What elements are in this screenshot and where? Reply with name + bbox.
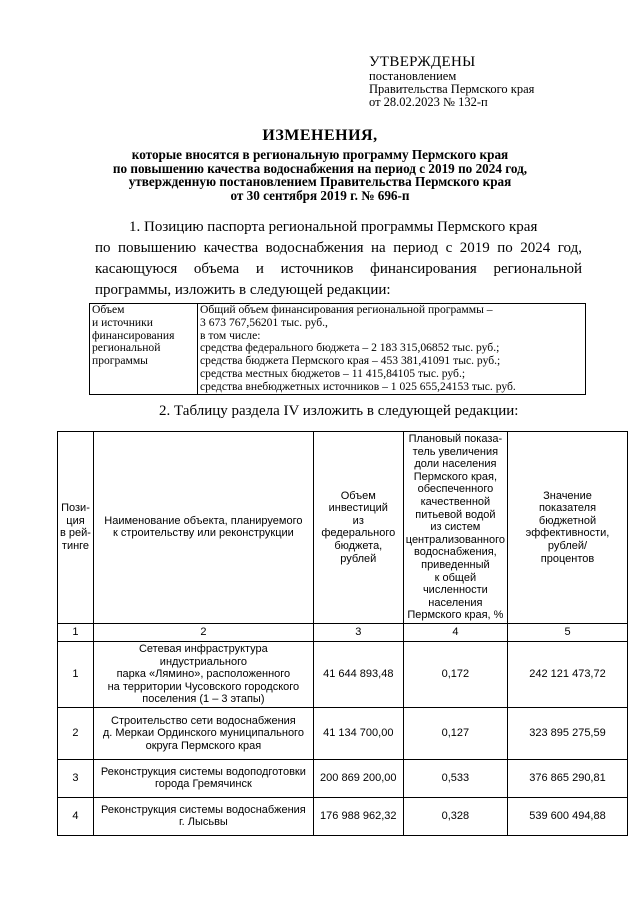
financing-line: средства бюджета Пермского края – 453 381,41091 тыс. руб.; <box>200 354 501 368</box>
name-line: Строительство сети водоснабжения <box>111 714 296 727</box>
header-line: качественной <box>420 495 491 508</box>
header-efficiency <box>508 432 628 624</box>
row-efficiency: 323 895 275,59 <box>508 707 628 759</box>
row-object-name <box>93 641 313 707</box>
table-row <box>58 759 628 797</box>
row-position: 4 <box>58 797 94 835</box>
row-efficiency: 539 600 494,88 <box>508 797 628 835</box>
header-line: показателя <box>538 502 597 515</box>
paragraph-1-first-line: 1. Позицию паспорта региональной программы Пермского края <box>129 219 538 235</box>
header-line: в рей- <box>60 527 91 540</box>
financing-table <box>89 303 586 395</box>
row-object-name <box>93 759 313 797</box>
name-line: Реконструкция системы водоподготовки <box>100 765 306 778</box>
financing-line: средства внебюджетных источников – 1 025 655,24153 тыс. руб. <box>200 379 516 393</box>
header-line: к строительству или реконструкции <box>112 527 294 540</box>
row-position: 3 <box>58 759 94 797</box>
name-line: округа Пермского края <box>145 739 262 752</box>
table-row <box>58 707 628 759</box>
paragraph-1 <box>95 217 582 301</box>
column-number: 4 <box>403 623 507 641</box>
header-line: рублей <box>340 552 377 565</box>
row-efficiency: 242 121 473,72 <box>508 641 628 707</box>
column-number: 1 <box>58 623 94 641</box>
header-line: Объем <box>340 489 376 502</box>
financing-label-line: региональной <box>92 341 161 355</box>
name-line: города Гремячинск <box>154 778 252 791</box>
objects-table <box>57 431 628 836</box>
header-line: к общей <box>434 571 477 584</box>
financing-label-line: Объем <box>92 303 125 316</box>
financing-label <box>90 304 198 395</box>
approval-heading: УТВЕРЖДЕНЫ <box>369 54 476 70</box>
header-line: питьевой водой <box>415 508 496 521</box>
header-indicator <box>403 432 507 624</box>
header-line: бюджетной <box>538 514 597 527</box>
subtitle-line: которые вносятся в региональную программу Пермского края <box>131 147 509 162</box>
approval-line: Правительства Пермского края <box>369 82 535 96</box>
paragraph-1-text: по повышению качества водоснабжения на период с 2019 по 2024 год, касающуюся объема и источников финансирования региональной программы, изложить в следующей редакции: <box>95 240 582 298</box>
header-line: из систем <box>430 521 481 534</box>
paragraph-2: 2. Таблицу раздела IV изложить в следующей редакции: <box>159 403 519 419</box>
header-line: доли населения <box>414 458 497 471</box>
column-number: 5 <box>508 623 628 641</box>
name-line: д. Меркаи Ординского муниципального <box>102 727 304 740</box>
row-object-name <box>93 707 313 759</box>
table-row <box>58 797 628 835</box>
row-indicator: 0,127 <box>403 707 507 759</box>
financing-line: средства федерального бюджета – 2 183 315,06852 тыс. руб.; <box>200 341 500 355</box>
subtitle-line: утвержденную постановлением Правительства Пермского края <box>128 174 512 189</box>
header-line: Значение <box>543 489 592 502</box>
header-line: населения <box>428 596 483 609</box>
name-line: г. Лысьвы <box>178 816 228 829</box>
header-line: Пози- <box>61 502 90 515</box>
table-header-row <box>58 432 628 624</box>
header-line: тель увеличения <box>412 445 499 458</box>
row-investment: 200 869 200,00 <box>313 759 403 797</box>
header-line: бюджета, <box>334 540 383 553</box>
row-investment: 41 644 893,48 <box>313 641 403 707</box>
row-position: 2 <box>58 707 94 759</box>
header-line: обеспеченного <box>417 483 494 496</box>
header-line: ция <box>66 514 85 527</box>
row-position: 1 <box>58 641 94 707</box>
column-number: 2 <box>93 623 313 641</box>
header-line: Наименование объекта, планируемого <box>104 514 303 527</box>
header-line: Плановый показа- <box>408 433 503 445</box>
approval-block <box>369 54 619 109</box>
document-subtitle <box>60 148 580 202</box>
header-line: приведенный <box>421 558 490 571</box>
row-indicator: 0,172 <box>403 641 507 707</box>
financing-line: в том числе: <box>200 328 261 342</box>
financing-values <box>198 304 586 395</box>
header-line: численности <box>422 584 488 597</box>
header-line: рублей/ <box>547 540 588 553</box>
header-line: процентов <box>540 552 595 565</box>
row-investment: 176 988 962,32 <box>313 797 403 835</box>
financing-label-line: программы <box>92 354 148 368</box>
name-line: Сетевая инфраструктура индустриального <box>138 642 268 668</box>
column-number-row <box>58 623 628 641</box>
name-line: на территории Чусовского городского <box>107 680 300 693</box>
name-line: Реконструкция системы водоснабжения <box>101 803 306 816</box>
header-position <box>58 432 94 624</box>
row-indicator: 0,533 <box>403 759 507 797</box>
name-line: парка «Лямино», расположенного <box>116 668 291 681</box>
header-line: водоснабжения, <box>414 546 497 559</box>
approval-line: постановлением <box>369 69 457 83</box>
row-object-name <box>93 797 313 835</box>
table-row <box>58 641 628 707</box>
row-efficiency: 376 865 290,81 <box>508 759 628 797</box>
header-object-name <box>93 432 313 624</box>
approval-line: от 28.02.2023 № 132-п <box>369 95 488 109</box>
name-line: поселения (1 – 3 этапы) <box>142 693 265 706</box>
financing-line: 3 673 767,56201 тыс. руб., <box>200 315 328 329</box>
financing-label-line: финансирования <box>92 328 175 342</box>
financing-line: средства местных бюджетов – 11 415,84105 тыс. руб.; <box>200 366 466 380</box>
header-line: тинге <box>61 540 90 553</box>
header-line: централизованного <box>405 533 506 546</box>
document-title: ИЗМЕНЕНИЯ, <box>262 127 378 144</box>
header-investment <box>313 432 403 624</box>
header-line: инвестиций <box>328 502 388 515</box>
column-number: 3 <box>313 623 403 641</box>
financing-label-line: и источники <box>92 315 153 329</box>
header-line: эффективности, <box>525 527 610 540</box>
row-indicator: 0,328 <box>403 797 507 835</box>
row-investment: 41 134 700,00 <box>313 707 403 759</box>
financing-line: Общий объем финансирования региональной программы – <box>200 303 493 316</box>
subtitle-line: по повышению качества водоснабжения на период с 2019 по 2024 год, <box>112 160 528 176</box>
header-line: Пермского края, <box>413 470 498 483</box>
header-line: из федерального <box>321 514 396 540</box>
subtitle-line: от 30 сентября 2019 г. № 696-п <box>230 187 410 203</box>
header-line: Пермского края, % <box>407 609 504 622</box>
